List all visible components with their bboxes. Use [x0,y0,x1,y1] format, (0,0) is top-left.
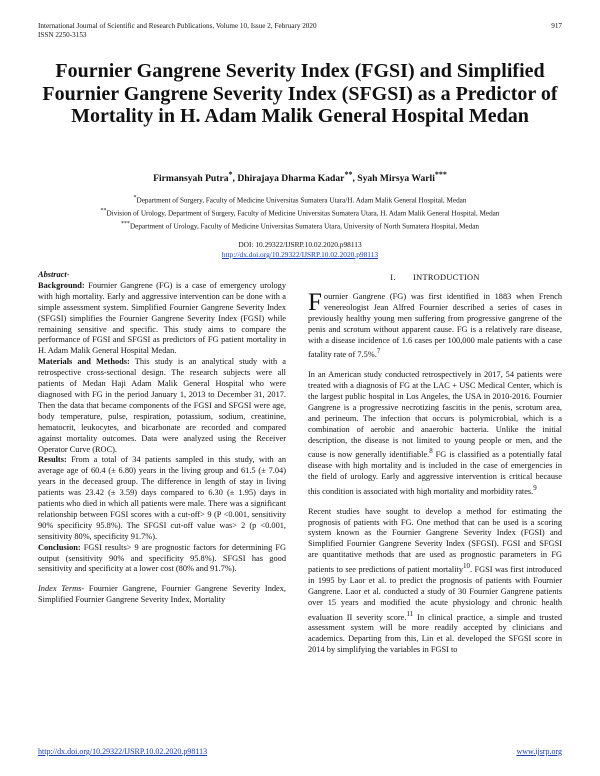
doi-link[interactable]: http://dx.doi.org/10.29322/IJSRP.10.02.2020.p98113 [221,250,379,259]
affiliations [38,193,562,232]
abstract-heading: Abstract- [38,270,70,279]
author-1-mark: * [228,170,233,179]
doi-block [38,240,562,260]
running-header [38,22,562,40]
author-2-mark: ** [344,170,353,179]
section-heading-introduction: I. INTRODUCTION [390,273,480,282]
author-2: Dhirajaya Dharma Kadar [237,173,345,185]
introduction-column [308,270,562,656]
author-line: Firmansyah Putra*, Dhirajaya Dharma Kadar**, Syah Mirsya Warli*** [153,170,447,185]
affiliation-3: ***Department of Urology, Faculty of Medicine Universitas Sumatera Utara, University of North Sumatera Hospital, Medan [120,220,480,231]
affiliation-1: *Department of Surgery, Faculty of Medicine Universitas Sumatera Utara/H. Adam Malik General Hospital, Medan [133,195,467,205]
footer-site-link[interactable]: www.ijsrp.org [516,747,562,756]
affiliation-2: **Division of Urology, Department of Surgery, Faculty of Medicine Universitas Sumatera Utara, H. Adam Malik General Hospital, Medan [100,207,500,218]
issn-line: ISSN 2250-3153 [38,31,87,39]
page-footer [38,747,562,756]
abstract-methods: Materials and Methods: This study is an analytical study with a retrospective cross-sectional design. The research subjects were all patients of Medan Haji Adam Malik General Hospital who were diagnosed with FG in the period January 1, 2013 to December 31, 2017. Then the data that became components of the FGSI and SFGSI were age, body temperature, pulse, respiration, potassium, sodium, creatinine, hematocrit, leukocytes, and bicarbonate are recorded and compared against mortality outcomes. Data were analyzed using the Receiver Operator Curve (ROC). [38,357,286,454]
author-3-mark: *** [434,170,447,179]
intro-paragraph-3: Recent studies have sought to develop a method for estimating the prognosis of patients with FG. One method that can be used is a scoring system known as the Fournier Gangrene Severity Index (FGSI) and Simplified Fournier Gangrene Severity Index (SFGSI). FGSI and SFGSI are quantitative methods that are used as prognostic parameters in FG patients to see predictions of patient mortality$^{10}$. FGSI was first introduced in 1995 by Laor et al. to predict the prognosis of patients with Fournier Gangrene. Laor et al. conducted a study of 30 Fournier Gangrene patients over 15 years and modified the acute physiology and chronic health evaluation II severity score.$^{11}$ In clinical practice, a simple and trusted assessment system will be more readily accepted by clinicians and academics. Departing from this, Lin et al. developed the SFGSI score in 2014 by simplifying the variables in FGSI to [308,506,562,655]
paper-title: Fournier Gangrene Severity Index (FGSI) and Simplified Fournier Gangrene Severity Index (SFGSI) as a Predictor of Mortality in H. Adam Malik General Hospital Medan [42,60,558,127]
footer-doi-link[interactable]: http://dx.doi.org/10.29322/IJSRP.10.02.2020.p98113 [38,747,208,756]
author-1: Firmansyah Putra [153,173,229,185]
author-3: Syah Mirsya Warli [357,173,435,185]
abstract-results: Results: From a total of 34 patients sampled in this study, with an average age of 60.4 (± 6.80) years in the living group and 61.5 (± 7.04) years in the deceased group. The difference in length of stay in living patients was 23.42 (± 3.59) days compared to 6.30 (± 1.95) days in patients who died in which all patients were male. There was a significant relationship between FGSI scores with a cut-off> 9 (P <0.001, sensitivity 90% specificity 95.8%). The SFGSI cut-off value was> 2 (p <0.001, sensitivity 80%, specificity 91.7%). [38,455,286,541]
drop-cap: F [308,288,322,316]
intro-paragraph-1: Fournier Gangrene (FG) was first identified in 1883 when French venereologist Jean Alfred Fournier described a series of cases in previously healthy young men suffering from progressive gangrene of the penis and scrotum without apparent cause. FG is a relatively rare disease, with a disease incidence of 1.6 cases per 100,000 male patients with a case fatality rate of 7.5%.$^7$ [308,288,562,360]
abstract-conclusion: Conclusion: FGSI results> 9 are prognostic factors for determining FG output (sensitivity 90% and specificity 95.8%). SFGSI has good sensitivity and specificity at a lower cost (80% and 91.7%). [38,542,286,574]
index-terms: Index Terms- Fournier Gangrene, Fournier Gangrene Severity Index, Simplified Fournier Gangrene Severity Index, Mortality [38,584,286,605]
doi-text: DOI: 10.29322/IJSRP.10.02.2020.p98113 [238,240,362,249]
intro-paragraph-2: In an American study conducted retrospectively in 2017, 54 patients were treated with a diagnosis of FG at the LAC + USC Medical Center, which is the largest public hospital in Los Angeles, the USA in 2010-2016. Fournier Gangrene is a progressive necrotizing fascitis in the penis, scrotum area, and perineum. The infection that occurs is polymicrobial, which is a combination of aerobic and anaerobic bacteria. Unlike the initial description, the disease is not limited to young people or men, and the cause is now generally identifiable.$^8$ FG is classified as a potentially fatal disease with high mortality and is included in the case of emergencies in the field of urology. Early and aggressive intervention is critical because this condition is associated with high mortality and morbidity rates.$^9$ [308,370,562,496]
journal-line: International Journal of Scientific and Research Publications, Volume 10, Issue 2, February 2020 [38,22,317,30]
page-number: 917 [551,22,562,30]
abstract-background: Background: Fournier Gangrene (FG) is a case of emergency urology with high mortality. Early and aggressive intervention can be done with a simple assessment system. Simplified Fournier Gangrene Severity Index (SFGSI) simplifies the Fournier Gangrene Severity Index (FGSI) while remaining sensitive and specific. This study aims to compare the performance of FGSI and SFGSI as predictors of FG patient mortality in H. Adam Malik General Hospital Medan. [38,280,286,356]
abstract-column [38,270,286,606]
